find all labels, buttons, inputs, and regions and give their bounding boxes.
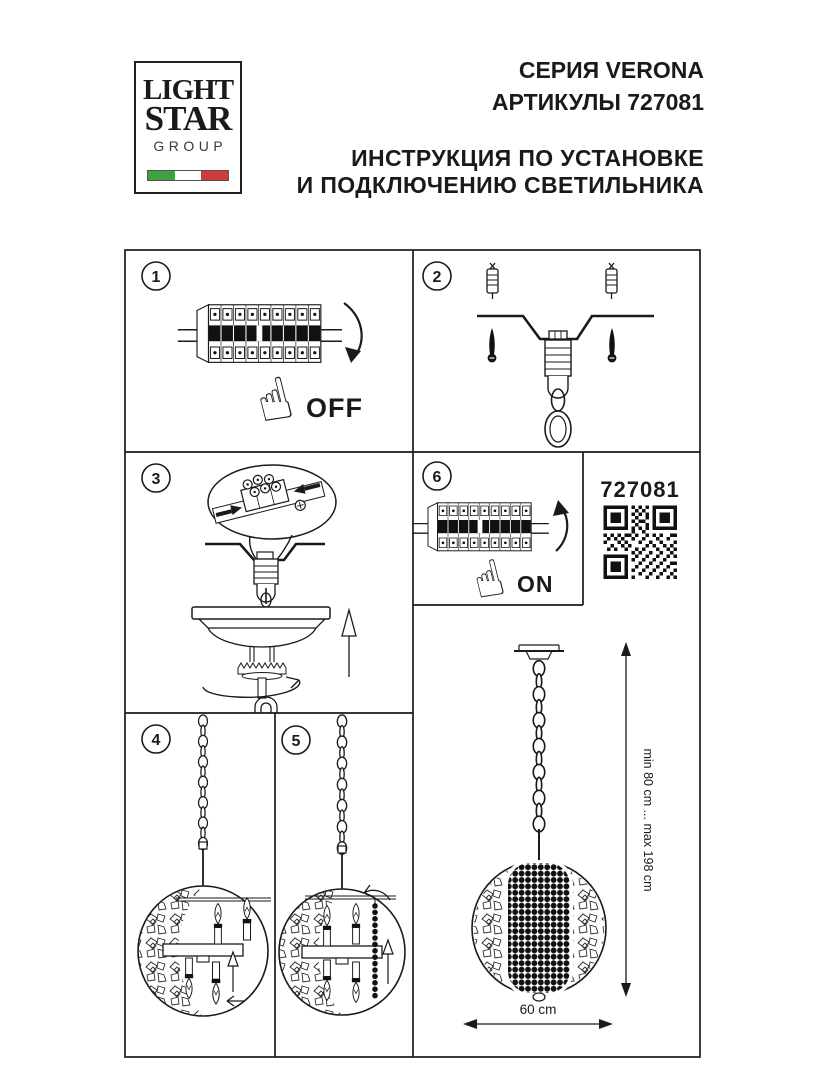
step-3-badge — [142, 464, 170, 492]
step-4-panel — [138, 715, 271, 1016]
circuit-breaker-row-small — [412, 503, 549, 551]
threaded-hanger — [545, 340, 571, 447]
step-3-panel — [142, 461, 356, 713]
pointing-hand-icon: ☝ — [466, 547, 511, 612]
chandelier-sphere — [138, 886, 271, 1016]
terminal-block-detail — [207, 461, 336, 566]
qr-code — [604, 506, 678, 580]
dimension-height — [621, 642, 655, 997]
mounting-screw-right — [608, 328, 617, 362]
ceiling-bracket-small — [205, 544, 325, 560]
ceiling-bracket — [477, 316, 654, 339]
width-label: 60 cm — [519, 1002, 557, 1017]
hub-cap — [336, 958, 348, 964]
logo-word-star: STAR — [144, 99, 232, 138]
mounting-screw-left — [488, 328, 497, 362]
step-6-badge — [423, 462, 451, 490]
chandelier-sphere — [472, 860, 606, 1001]
instruction-title-line2: И ПОДКЛЮЧЕНИЮ СВЕТИЛЬНИКА — [296, 172, 704, 198]
assembled-chandelier — [463, 642, 655, 1029]
chain-ferrule — [338, 846, 346, 853]
ceiling-canopy — [514, 645, 564, 659]
crystal-bead-panel — [508, 863, 570, 993]
step-5-badge — [282, 726, 310, 754]
logo-word-group: GROUP — [153, 138, 228, 154]
logo-word-light: LIGHT — [142, 74, 234, 106]
series-title: СЕРИЯ VERONA — [518, 57, 704, 83]
threaded-hanger-small — [254, 559, 278, 607]
wall-anchor-left — [487, 263, 498, 299]
lamp-hub — [163, 944, 243, 956]
chain-ferrule — [199, 842, 207, 849]
step-5-number: 5 — [291, 733, 301, 750]
step-2-badge — [423, 262, 451, 290]
up-arrow — [342, 610, 356, 677]
dimension-width — [463, 1002, 613, 1029]
pointing-hand-icon: ☝ — [248, 363, 300, 438]
step-5-panel — [279, 715, 405, 1015]
article-qr-block — [600, 477, 679, 579]
step-2-panel — [423, 262, 654, 447]
suspension-chain — [337, 715, 346, 854]
wall-anchor-right — [606, 263, 617, 299]
instruction-title-line1: ИНСТРУКЦИЯ ПО УСТАНОВКЕ — [351, 145, 704, 171]
step-6-number: 6 — [432, 469, 442, 486]
circuit-breaker-row — [178, 305, 342, 363]
lamp-hub — [302, 946, 382, 958]
suspension-chain — [198, 715, 207, 850]
switch-down-arrow — [344, 303, 362, 363]
step-3-number: 3 — [151, 471, 161, 488]
step-2-number: 2 — [432, 269, 442, 286]
hub-cap — [197, 956, 209, 962]
step-6-panel — [412, 462, 569, 612]
step-4-number: 4 — [151, 732, 161, 749]
step-4-badge — [142, 725, 170, 753]
step-1-panel — [142, 262, 363, 438]
suspension-chain — [533, 661, 544, 832]
step-1-badge — [142, 262, 170, 290]
step-1-number: 1 — [151, 269, 161, 286]
rotate-arrow — [203, 677, 300, 697]
article-number: 727081 — [600, 477, 680, 502]
switch-up-arrow — [553, 500, 569, 551]
height-range-label: min 80 cm ... max 198 cm — [641, 748, 655, 892]
off-label: OFF — [306, 393, 363, 423]
article-title: АРТИКУЛЫ 727081 — [491, 89, 704, 115]
bottom-finial — [533, 993, 545, 1001]
on-label: ON — [517, 571, 554, 597]
